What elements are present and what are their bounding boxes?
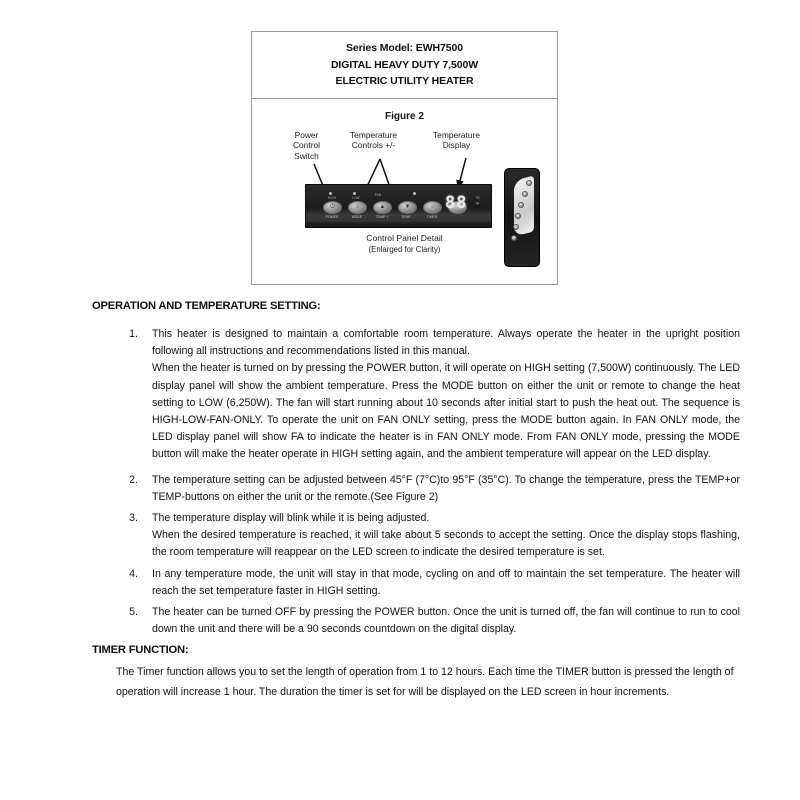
callout-display-line-1: Temperature bbox=[433, 129, 481, 140]
step-number: 3. bbox=[129, 512, 138, 525]
figure-title-line-3: ELECTRIC UTILITY HEATER bbox=[335, 75, 474, 87]
figure-title-line-1: Series Model: EWH7500 bbox=[346, 42, 463, 54]
callout-power-line-1: Power bbox=[294, 129, 319, 140]
led-temperature-display bbox=[445, 194, 479, 218]
panel-power-label: POWER bbox=[325, 214, 339, 219]
panel-temp-up-label: TEMP + bbox=[375, 214, 389, 219]
step-paragraph: When the heater is turned on by pressing the POWER button, it will operate on HIGH setting (7,500W) continuously. The LED display panel will show the ambient temperature. Press the MODE button on either the unit or remote to change the heat setting to LOW (6,250W). The fan will start running about 10 seconds after initial start to push the heat out. The sequence is HIGH-LOW-FAN-ONLY. To operate the unit on FAN ONLY setting, press the MODE button again. In FAN ONLY mode, the LED display panel will show FA to indicate the heater is in FAN ONLY mode. From FAN ONLY mode, pressing the MODE button will make the heater operate in HIGH setting again, and the ambient temperature will appear on the LED display. bbox=[152, 362, 740, 461]
list-item bbox=[0, 510, 800, 562]
figure-title-block bbox=[252, 32, 557, 90]
triangle-down-icon: ▼ bbox=[404, 203, 411, 210]
panel-power-button[interactable] bbox=[323, 201, 342, 214]
callout-temps-line-2: Controls +/- bbox=[351, 140, 396, 150]
list-item bbox=[0, 604, 800, 638]
figure-caption: Figure 2 bbox=[385, 110, 424, 122]
step-paragraph: The temperature setting can be adjusted between 45°F (7°C)to 95°F (35°C). To change the temperature, press the TEMP+or TEMP-buttons on either the unit or the remote.(See Figure 2) bbox=[152, 473, 740, 503]
document-body bbox=[0, 300, 800, 702]
remote-button-4[interactable] bbox=[515, 213, 521, 219]
control-panel bbox=[305, 184, 492, 228]
indicator-light-high bbox=[329, 192, 332, 195]
panel-mode-button[interactable] bbox=[348, 201, 367, 214]
panel-mode-label: MODE bbox=[351, 214, 363, 219]
panel-caption-main: Control Panel Detail bbox=[366, 232, 443, 243]
remote-button-2[interactable] bbox=[522, 191, 528, 197]
callout-temperature-controls bbox=[350, 130, 397, 151]
panel-timer-label: TIMER bbox=[426, 214, 438, 219]
indicator-label-low: LOW bbox=[352, 195, 360, 200]
panel-caption-sub: (Enlarged for Clarity) bbox=[368, 244, 441, 254]
timer-body-paragraph: The Timer function allows you to set the length of operation from 1 to 12 hours. Each time the TIMER button is pressed the length of operation will increase 1 hour. The duration the timer is set for will be displayed on the LED screen in hour increments. bbox=[116, 666, 734, 699]
callout-power-line-2: Control bbox=[293, 140, 320, 150]
panel-temp-down-label: TEMP - bbox=[401, 214, 413, 219]
callout-temperature-display bbox=[433, 130, 480, 151]
list-item bbox=[0, 472, 800, 506]
callout-power-control-switch bbox=[293, 130, 320, 162]
section-heading-timer: TIMER FUNCTION: bbox=[92, 644, 189, 657]
figure-title-divider bbox=[252, 98, 557, 99]
figure-title-line-2: DIGITAL HEAVY DUTY 7,500W bbox=[330, 58, 479, 71]
indicator-light-low bbox=[353, 192, 356, 195]
panel-temp-up-button[interactable] bbox=[373, 201, 392, 214]
section-heading-operation: OPERATION AND TEMPERATURE SETTING: bbox=[92, 300, 321, 312]
figure-box bbox=[251, 31, 558, 285]
triangle-up-icon: ▲ bbox=[379, 203, 386, 210]
step-paragraph: This heater is designed to maintain a comfortable room temperature. Always operate the heater in the upright position following all instructions and recommendations listed in this manual. bbox=[152, 328, 740, 358]
callout-display-line-2: Display bbox=[442, 140, 471, 150]
step-number: 2. bbox=[129, 473, 138, 486]
list-item bbox=[0, 326, 800, 464]
mode-icon: ○ bbox=[355, 203, 360, 210]
panel-caption bbox=[252, 232, 557, 256]
timer-icon: ○ bbox=[430, 203, 435, 210]
step-paragraph: In any temperature mode, the unit will stay in that mode, cycling on and off to maintain the set temperature. The heater will reach the set temperature faster in HIGH setting. bbox=[152, 567, 740, 597]
remote-button-3[interactable] bbox=[518, 202, 524, 208]
step-paragraph: When the desired temperature is reached, it will take about 5 seconds to accept the setting. Once the display stops flashing, the room temperature will reappear on the LED screen to indicate the desired temperature is set. bbox=[152, 529, 740, 559]
remote-button-5[interactable] bbox=[513, 224, 519, 230]
indicator-label-fan: FAN bbox=[374, 192, 382, 197]
operation-steps-list bbox=[0, 326, 800, 638]
heater-control-diagram bbox=[252, 122, 557, 287]
led-unit-celsius: °C bbox=[475, 194, 480, 200]
power-icon: ⏻ bbox=[330, 203, 335, 210]
step-paragraph: The heater can be turned OFF by pressing the POWER button. Once the unit is turned off, the fan will continue to run to cool down the unit and there will be a 90 seconds countdown on the digital display. bbox=[152, 606, 740, 636]
led-unit-fahrenheit: °F bbox=[475, 200, 480, 206]
step-number: 5. bbox=[129, 606, 138, 619]
callout-power-line-3: Switch bbox=[294, 150, 319, 161]
panel-temp-down-button[interactable] bbox=[398, 201, 417, 214]
step-number: 1. bbox=[129, 328, 138, 340]
led-unit-labels bbox=[476, 195, 481, 207]
callout-temps-line-1: Temperature bbox=[350, 129, 398, 140]
panel-timer-button[interactable] bbox=[423, 201, 442, 214]
led-digits: 88 bbox=[445, 192, 468, 213]
indicator-light-timer bbox=[413, 192, 416, 195]
step-number: 4. bbox=[129, 567, 138, 580]
indicator-label-high: HIGH bbox=[328, 195, 336, 200]
list-item bbox=[0, 566, 800, 600]
step-paragraph: The temperature display will blink while it is being adjusted. bbox=[152, 512, 430, 525]
remote-button-1[interactable] bbox=[526, 180, 532, 186]
